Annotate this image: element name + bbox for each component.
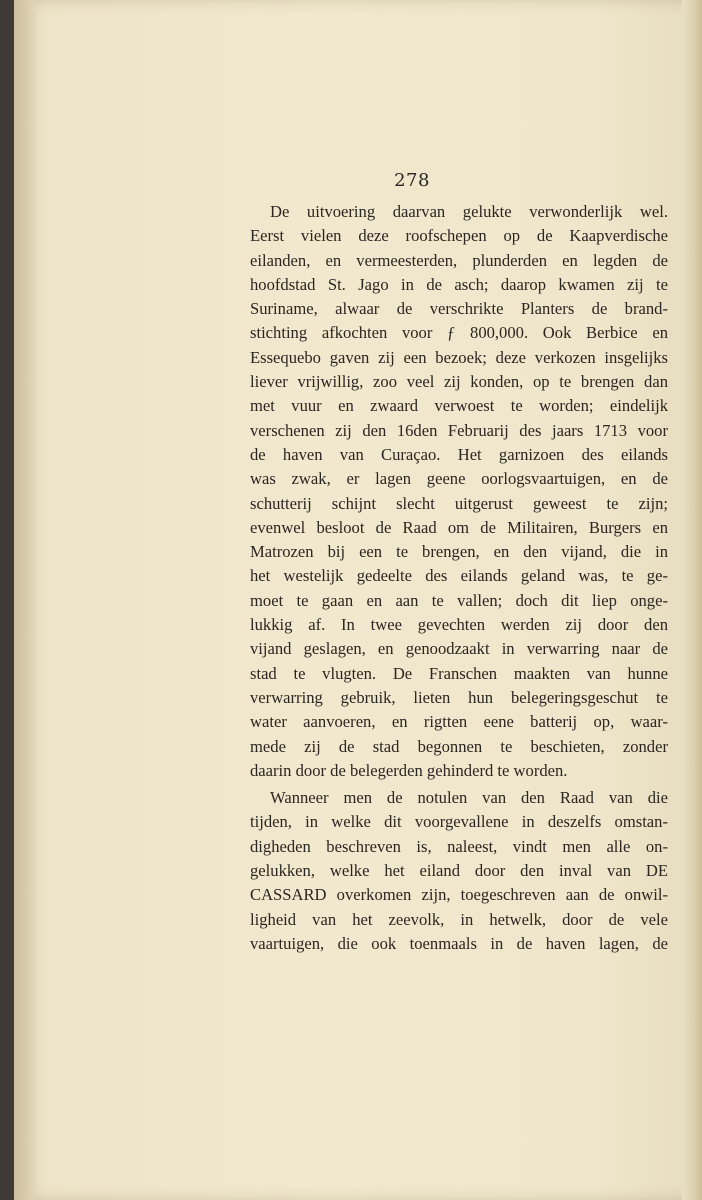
text-line: was zwak, er lagen geene oorlogsvaartuigen, en de xyxy=(250,469,668,489)
book-page xyxy=(14,0,702,1200)
paragraph-1 xyxy=(250,200,668,783)
text-line: gelukken, welke het eiland door den inval van DE xyxy=(250,861,668,881)
text-line: ligheid van het zeevolk, in hetwelk, door de vele xyxy=(250,909,668,929)
text-line: CASSARD overkomen zijn, toegeschreven aan de onwil- xyxy=(250,885,668,905)
text-line: daarin door de belegerden gehinderd te worden. xyxy=(250,760,568,780)
text-line: lukkig af. In twee gevechten werden zij door den xyxy=(250,615,668,635)
page-number: 278 xyxy=(394,170,430,191)
text-line: liever vrijwillig, zoo veel zij konden, op te brengen dan xyxy=(250,372,668,392)
text-line: verwarring gebruik, lieten hun belegeringsgeschut te xyxy=(250,687,668,707)
text-line: moet te gaan en aan te vallen; doch dit liep onge- xyxy=(250,590,668,610)
text-line: Matrozen bij een te brengen, en den vijand, die in xyxy=(250,542,668,562)
text-line: vaartuigen, die ook toenmaals in de haven lagen, de xyxy=(250,933,668,953)
text-line: hoofdstad St. Jago in de asch; daarop kwamen zij te xyxy=(250,274,668,294)
body-text xyxy=(250,200,668,956)
text-line: vijand geslagen, en genoodzaakt in verwarring naar de xyxy=(250,639,668,659)
text-line: Essequebo gaven zij een bezoek; deze verkozen insgelijks xyxy=(250,347,668,367)
text-line: met vuur en zwaard verwoest te worden; eindelijk xyxy=(250,396,668,416)
text-line: digheden beschreven is, naleest, vindt men alle on- xyxy=(250,836,668,856)
text-line: Wanneer men de notulen van den Raad van die xyxy=(270,788,668,808)
text-line: evenwel besloot de Raad om de Militairen, Burgers en xyxy=(250,517,668,537)
text-line: water aanvoeren, en rigtten eene batterij op, waar- xyxy=(250,712,668,732)
text-line: het westelijk gedeelte des eilands geland was, te ge- xyxy=(250,566,668,586)
text-line: stad te vlugten. De Franschen maakten van hunne xyxy=(250,663,668,683)
text-line: stichting afkochten voor ƒ 800,000. Ook Berbice en xyxy=(250,323,668,343)
text-line: De uitvoering daarvan gelukte verwonderlijk wel. xyxy=(270,202,668,221)
text-line: eilanden, en vermeesterden, plunderden en legden de xyxy=(250,250,668,270)
text-line: Suriname, alwaar de verschrikte Planters de brand- xyxy=(250,299,668,319)
text-line: de haven van Curaçao. Het garnizoen des eilands xyxy=(250,444,668,464)
paragraph-2 xyxy=(250,786,668,956)
text-line: tijden, in welke dit voorgevallene in deszelfs omstan- xyxy=(250,812,668,832)
text-line: verschenen zij den 16den Februarij des jaars 1713 voor xyxy=(250,420,668,440)
text-line: mede zij de stad begonnen te beschieten, zonder xyxy=(250,736,668,756)
text-line: Eerst vielen deze roofschepen op de Kaapverdische xyxy=(250,226,668,246)
text-line: schutterij schijnt slecht uitgerust geweest te zijn; xyxy=(250,493,668,513)
